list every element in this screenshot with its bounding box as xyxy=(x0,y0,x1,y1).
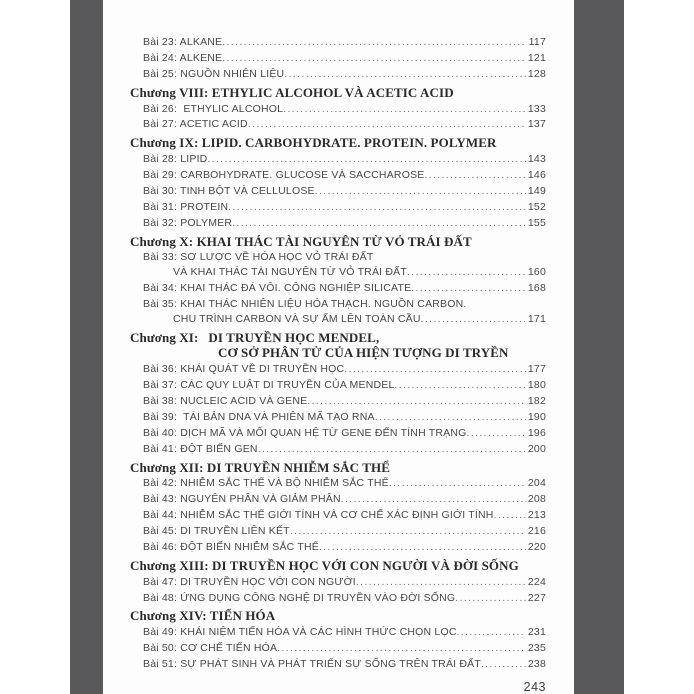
toc-item xyxy=(130,625,546,641)
toc-chapter-heading xyxy=(130,135,546,150)
toc-item xyxy=(130,641,546,657)
entry-title: Bài 36: KHÁI QUÁT VỀ DI TRUYỀN HỌC xyxy=(143,363,345,376)
toc-item xyxy=(130,67,546,83)
toc-page-ref: 117 xyxy=(528,36,546,48)
dot-leader xyxy=(467,426,526,442)
toc-page-ref: 235 xyxy=(527,642,546,655)
dot-leader xyxy=(222,51,526,67)
toc-item xyxy=(130,410,546,426)
toc-item xyxy=(130,216,546,232)
entry-title: Bài 27: ACETIC ACID xyxy=(143,118,248,131)
dot-leader xyxy=(411,281,526,297)
toc-chapter-heading xyxy=(130,330,546,361)
page-number: 243 xyxy=(523,680,546,694)
toc-item xyxy=(130,297,546,312)
toc-page-ref: 133 xyxy=(527,102,546,115)
entry-title: Bài 42: NHIỄM SẮC THỂ VÀ BỘ NHIỄM SẮC THỂ xyxy=(143,477,389,490)
toc-item xyxy=(130,591,546,607)
toc-item xyxy=(130,508,546,524)
toc-chapter-heading xyxy=(130,558,546,573)
entry-title: Bài 45: DI TRUYỀN LIÊN KẾT xyxy=(143,525,290,538)
toc-item xyxy=(130,442,546,458)
toc-item xyxy=(130,362,546,378)
toc-page-ref: 216 xyxy=(527,525,546,538)
entry-title: Bài 41: ĐỘT BIẾN GEN xyxy=(143,442,258,455)
chapter-title: Chương VIII: ETHYLIC ALCOHOL VÀ ACETIC ACID xyxy=(130,84,454,100)
right-page-edge-strip xyxy=(574,0,624,694)
toc-item xyxy=(130,426,546,442)
chapter-title: Chương IX: LIPID. CARBOHYDRATE. PROTEIN. POLYMER xyxy=(130,135,497,151)
toc-chapter-heading xyxy=(130,460,546,475)
toc-page-ref: 190 xyxy=(527,410,546,423)
entry-title: Bài 33: SƠ LƯỢC VỀ HÓA HỌC VỎ TRÁI ĐẤT xyxy=(143,251,374,264)
toc-page-ref: 137 xyxy=(527,118,546,131)
dot-leader xyxy=(232,216,526,232)
toc-item xyxy=(130,51,546,67)
chapter-title: Chương XI: DI TRUYỀN HỌC MENDEL, xyxy=(130,329,380,345)
toc-item xyxy=(130,117,546,133)
toc-page-ref: 200 xyxy=(527,442,546,455)
entry-title: Bài 44: NHIỄM SẮC THỂ GIỚI TÍNH VÀ CƠ CHẾ XÁC ĐỊNH GIỚI TÍNH xyxy=(143,509,494,522)
toc-item xyxy=(130,168,546,184)
entry-title: Bài 25: NGUỒN NHIÊN LIỆU xyxy=(143,67,285,80)
dot-leader xyxy=(283,102,526,118)
toc-item xyxy=(130,394,546,410)
entry-title: Bài 34: KHAI THÁC ĐÁ VÔI. CÔNG NGHIỆP SILICATE xyxy=(143,282,412,295)
toc-page-ref: 180 xyxy=(527,379,546,392)
entry-title: Bài 28: LIPID xyxy=(143,153,208,166)
dot-leader xyxy=(457,625,526,641)
dot-leader xyxy=(395,378,526,394)
dot-leader xyxy=(341,492,526,508)
dot-leader xyxy=(207,152,525,168)
toc-page-ref: 231 xyxy=(527,626,546,639)
toc-list xyxy=(130,35,546,673)
toc-chapter-heading xyxy=(130,85,546,100)
toc-page-ref: 160 xyxy=(527,266,546,279)
toc-item xyxy=(130,102,546,118)
dot-leader xyxy=(481,657,526,673)
dot-leader xyxy=(290,524,526,540)
entry-title: Bài 48: ỨNG DỤNG CÔNG NGHỆ DI TRUYỀN VÀO ĐỜI SỐNG xyxy=(143,591,456,604)
toc-item xyxy=(130,250,546,265)
toc-item xyxy=(130,152,546,168)
dot-leader xyxy=(494,508,526,524)
entry-title: VÀ KHAI THÁC TÀI NGUYÊN TỪ VỎ TRÁI ĐẤT xyxy=(173,266,408,279)
dot-leader xyxy=(248,117,526,133)
toc-item xyxy=(130,492,546,508)
entry-title: Bài 39: TÁI BẢN DNA VÀ PHIÊN MÃ TẠO RNA xyxy=(143,410,375,423)
entry-title: Bài 47: DI TRUYỀN HỌC VỚI CON NGƯỜI xyxy=(143,575,356,588)
dot-leader xyxy=(421,312,526,328)
entry-title: Bài 46: ĐỘT BIẾN NHIỄM SẮC THỂ xyxy=(143,541,319,554)
toc-page-ref: 208 xyxy=(527,493,546,506)
dot-leader xyxy=(307,394,526,410)
toc-page xyxy=(103,0,574,694)
toc-page-ref: 143 xyxy=(527,153,546,166)
dot-leader xyxy=(375,410,526,426)
entry-title: Bài 50: CƠ CHẾ TIẾN HÓA xyxy=(143,642,278,655)
left-page-edge-strip xyxy=(70,0,103,694)
dot-leader xyxy=(258,442,526,458)
entry-title: Bài 40: DỊCH MÃ VÀ MỐI QUAN HỆ TỪ GENE ĐẾN TÍNH TRẠNG xyxy=(143,426,467,439)
toc-item xyxy=(130,200,546,216)
entry-title: Bài 31: PROTEIN xyxy=(143,200,229,213)
toc-page-ref: 224 xyxy=(527,575,546,588)
dot-leader xyxy=(315,184,526,200)
toc-page-ref: 168 xyxy=(527,282,546,295)
entry-title: Bài 49: KHÁI NIỆM TIẾN HÓA VÀ CÁC HÌNH THỨC CHỌN LỌC xyxy=(143,626,457,639)
entry-title: Bài 23: ALKANE xyxy=(143,36,223,48)
toc-page-ref: 177 xyxy=(527,363,546,376)
toc-page-ref: 171 xyxy=(527,313,546,326)
toc-item xyxy=(130,378,546,394)
entry-title: Bài 43: NGUYÊN PHÂN VÀ GIẢM PHÂN xyxy=(143,493,341,506)
toc-item xyxy=(130,281,546,297)
toc-page-ref: 227 xyxy=(527,591,546,604)
toc-page-ref: 149 xyxy=(527,184,546,197)
toc-item xyxy=(130,476,546,492)
dot-leader xyxy=(222,35,526,51)
toc-item xyxy=(130,35,546,51)
toc-item xyxy=(130,524,546,540)
toc-chapter-heading xyxy=(130,608,546,623)
toc-page-ref: 155 xyxy=(527,216,546,229)
chapter-title: Chương XIV: TIẾN HÓA xyxy=(130,608,276,624)
chapter-title-line2: CƠ SỞ PHÂN TỬ CỦA HIỆN TƯỢNG DI TRYỀN xyxy=(218,345,509,361)
entry-title: Bài 51: SỰ PHÁT SINH VÀ PHÁT TRIỂN SỰ SỐNG TRÊN TRÁI ĐẤT xyxy=(143,658,481,671)
chapter-title: Chương X: KHAI THÁC TÀI NGUYÊN TỪ VỎ TRÁI ĐẤT xyxy=(130,233,472,249)
dot-leader xyxy=(319,540,526,556)
toc-item-continuation xyxy=(130,265,546,281)
dot-leader xyxy=(455,591,526,607)
entry-title: Bài 26: ETHYLIC ALCOHOL xyxy=(143,102,284,115)
entry-title: Bài 30: TINH BỘT VÀ CELLULOSE xyxy=(143,184,315,197)
toc-item xyxy=(130,540,546,556)
entry-title: Bài 35: KHAI THÁC NHIÊN LIỆU HÓA THẠCH. NGUỒN CARBON. xyxy=(143,298,467,311)
toc-page-ref: 196 xyxy=(527,426,546,439)
toc-page-ref: 152 xyxy=(527,200,546,213)
toc-chapter-heading xyxy=(130,234,546,249)
toc-item xyxy=(130,575,546,591)
toc-page-ref: 204 xyxy=(527,477,546,490)
entry-title: Bài 24: ALKENE xyxy=(143,51,223,64)
toc-page-ref: 238 xyxy=(527,658,546,671)
entry-title: Bài 37: CÁC QUY LUẬT DI TRUYỀN CỦA MENDEL xyxy=(143,379,395,392)
toc-page-ref: 121 xyxy=(527,51,546,64)
chapter-title: Chương XIII: DI TRUYỀN HỌC VỚI CON NGƯỜI VÀ ĐỜI SỐNG xyxy=(130,557,519,573)
chapter-title: Chương XII: DI TRUYỀN NHIỄM SẮC THỂ xyxy=(130,459,391,475)
toc-item xyxy=(130,657,546,673)
toc-page-ref: 213 xyxy=(527,509,546,522)
entry-title: CHU TRÌNH CARBON VÀ SỰ ẤM LÊN TOÀN CẦU xyxy=(173,313,421,326)
entry-title: Bài 32: POLYMER xyxy=(143,216,233,229)
toc-item-continuation xyxy=(130,312,546,328)
toc-item xyxy=(130,184,546,200)
toc-page-ref: 182 xyxy=(527,395,546,407)
toc-page-ref: 220 xyxy=(527,541,546,554)
dot-leader xyxy=(284,67,526,83)
entry-title: Bài 29: CARBOHYDRATE. GLUCOSE VÀ SACCHAROSE xyxy=(143,169,425,182)
dot-leader xyxy=(389,476,526,492)
toc-page-ref: 146 xyxy=(527,169,546,182)
dot-leader xyxy=(356,575,526,591)
entry-title: Bài 38: NUCLEIC ACID VÀ GENE xyxy=(143,395,308,407)
dot-leader xyxy=(228,200,526,216)
toc-page-ref: 128 xyxy=(527,67,546,80)
dot-leader xyxy=(424,168,525,184)
dot-leader xyxy=(407,265,526,281)
dot-leader xyxy=(344,362,526,378)
dot-leader xyxy=(277,641,526,657)
